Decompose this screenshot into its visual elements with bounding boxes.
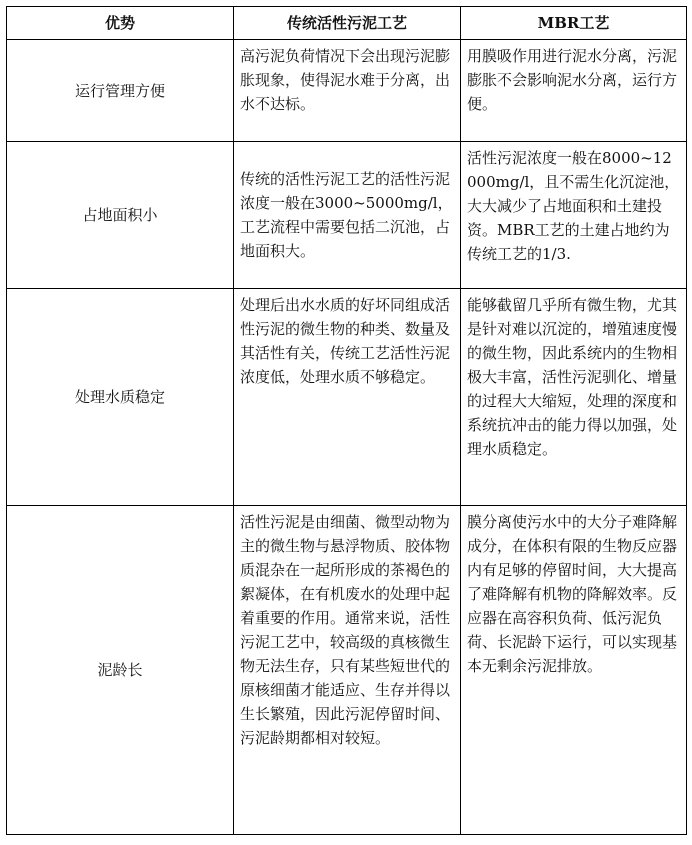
traditional-cell: 处理后出水水质的好坏同组成活性污泥的微生物的种类、数量及其活性有关，传统工艺活性污泥浓度低，处理水质不够稳定。 [234, 289, 461, 506]
table-row [7, 40, 687, 142]
advantage-cell: 泥龄长 [7, 506, 234, 835]
traditional-cell: 活性污泥是由细菌、微型动物为主的微生物与悬浮物质、胶体物质混杂在一起所形成的茶褐色的絮凝体，在有机废水的处理中起着重要的作用。通常来说，活性污泥工艺中，较高级的真核微生物无法生存，只有某些短世代的原核细菌才能适应、生存并得以生长繁殖，因此污泥停留时间、污泥龄期都相对较短。 [234, 506, 461, 835]
advantage-cell: 占地面积小 [7, 142, 234, 289]
header-mbr: MBR工艺 [461, 7, 687, 40]
header-row [7, 7, 687, 40]
mbr-cell: 活性污泥浓度一般在8000~12000mg/l，且不需生化沉淀池，大大减少了占地面积和土建投资。MBR工艺的土建占地约为传统工艺的1/3. [461, 142, 687, 289]
header-advantage: 优势 [7, 7, 234, 40]
advantage-cell: 运行管理方便 [7, 40, 234, 142]
mbr-cell: 膜分离使污水中的大分子难降解成分，在体积有限的生物反应器内有足够的停留时间，大大提高了难降解有机物的降解效率。反应器在高容积负荷、低污泥负荷、长泥龄下运行，可以实现基本无剩余污泥排放。 [461, 506, 687, 835]
mbr-cell: 用膜吸作用进行泥水分离，污泥膨胀不会影响泥水分离，运行方便。 [461, 40, 687, 142]
comparison-table [6, 6, 687, 835]
mbr-cell: 能够截留几乎所有微生物，尤其是针对难以沉淀的，增殖速度慢的微生物，因此系统内的生物相极大丰富，活性污泥驯化、增量的过程大大缩短，处理的深度和系统抗冲击的能力得以加强，处理水质稳定。 [461, 289, 687, 506]
table-row [7, 506, 687, 835]
traditional-cell: 高污泥负荷情况下会出现污泥膨胀现象，使得泥水难于分离，出水不达标。 [234, 40, 461, 142]
advantage-cell: 处理水质稳定 [7, 289, 234, 506]
table-row [7, 289, 687, 506]
table-row [7, 142, 687, 289]
traditional-cell: 传统的活性污泥工艺的活性污泥浓度一般在3000~5000mg/l，工艺流程中需要包括二沉池，占地面积大。 [234, 142, 461, 289]
header-traditional: 传统活性污泥工艺 [234, 7, 461, 40]
